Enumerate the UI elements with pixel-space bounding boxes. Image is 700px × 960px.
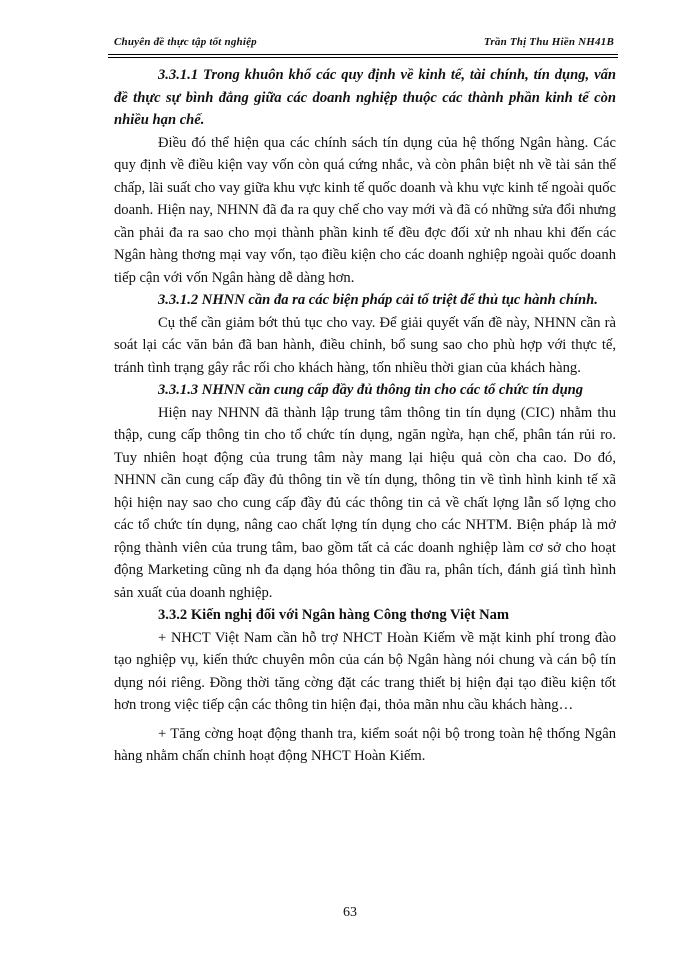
heading-3-3-1-2: 3.3.1.2 NHNN cần đa ra các biện pháp cải tổ triệt để thủ tục hành chính. — [158, 292, 598, 308]
paragraph: Hiện nay NHNN đã thành lập trung tâm thông tin tín dụng (CIC) nhằm thu thập, cung cấp thông tin cho tổ chức tín dụng, ngăn ngừa, hạn chế, phân tán rủi ro. Tuy nhiên hoạt động của trung tâm này mang lại hiệu quả còn cha cao. Do đó, NHNN cần cung cấp đầy đủ thông tin về tín dụng, thông tin về tình hình kinh tế xã hội hiện nay sao cho cung cấp đầy đủ các thông tin cả về chất lợng lẫn số lợng cho các tổ chức tín dụng, nâng cao chất lợng tín dụng cho các NHTM. Biện pháp là mở rộng thành viên của trung tâm, bao gồm tất cả các doanh nghiệp làm cơ sở cho hoạt động Marketing cũng nh đa dạng hóa thông tin đầu ra, phân tích, đánh giá tình hình sản xuất của doanh nghiệp. — [114, 404, 616, 601]
paragraph: + Tăng cờng hoạt động thanh tra, kiểm soát nội bộ trong toàn hệ thống Ngân hàng nhằm chấn chỉnh hoạt động NHCT Hoàn Kiếm. — [114, 725, 616, 764]
paragraph: Cụ thể cần giảm bớt thủ tục cho vay. Để giải quyết vấn đề này, NHNN cần rà soát lại các văn bản đã ban hành, điều chỉnh, bổ sung sao cho phù hợp với thực tế, tránh tình trạng gây rắc rối cho khách hàng, tốn nhiều thời gian của khách hàng. — [114, 314, 616, 376]
header-author: Trần Thị Thu Hiền NH41B — [483, 36, 614, 48]
paragraph: Điều đó thể hiện qua các chính sách tín dụng của hệ thống Ngân hàng. Các quy định về điều kiện vay vốn còn quá cứng nhắc, và còn phân biệt nh về tài sản thế chấp, lãi suất cho vay giữa khu vực kinh tế quốc doanh và khu vực kinh tế ngoài quốc doanh. Hiện nay, NHNN đã đa ra quy chế cho vay mới và đã có những sửa đổi nhưng cần phải đa ra sao cho mọi thành phần kinh tế đều đợc đối xử nh nhau khi đến các Ngân hàng thơng mại vay vốn, tạo điều kiện cho các doanh nghiệp ngoài quốc doanh tiếp cận với vốn Ngân hàng dễ dàng hơn. — [114, 134, 616, 286]
paragraph: + NHCT Việt Nam cần hỗ trợ NHCT Hoàn Kiếm về mặt kinh phí trong đào tạo nghiệp vụ, kiến thức chuyên môn của cán bộ Ngân hàng nói chung và cán bộ tín dụng nói riêng. Đồng thời tăng cờng đặt các trang thiết bị hiện đại tạo điều kiện tốt hơn trong việc tiếp cận các thông tin hiện đại, thỏa mãn nhu cầu khách hàng… — [114, 629, 616, 713]
page-header — [108, 34, 618, 58]
header-title: Chuyên đề thực tập tốt nghiệp — [114, 36, 257, 48]
page-number: 63 — [343, 905, 357, 920]
heading-3-3-1-1: 3.3.1.1 Trong khuôn khổ các quy định về kinh tế, tài chính, tín dụng, vấn đề thực sự bình đẳng giữa các doanh nghiệp thuộc các thành phần kinh tế còn nhiều hạn chế. — [114, 67, 616, 128]
heading-3-3-1-3: 3.3.1.3 NHNN cần cung cấp đầy đủ thông tin cho các tổ chức tín dụng — [158, 382, 584, 398]
heading-3-3-2: 3.3.2 Kiến nghị đối với Ngân hàng Công thơng Việt Nam — [158, 607, 510, 623]
body-text — [114, 64, 616, 768]
